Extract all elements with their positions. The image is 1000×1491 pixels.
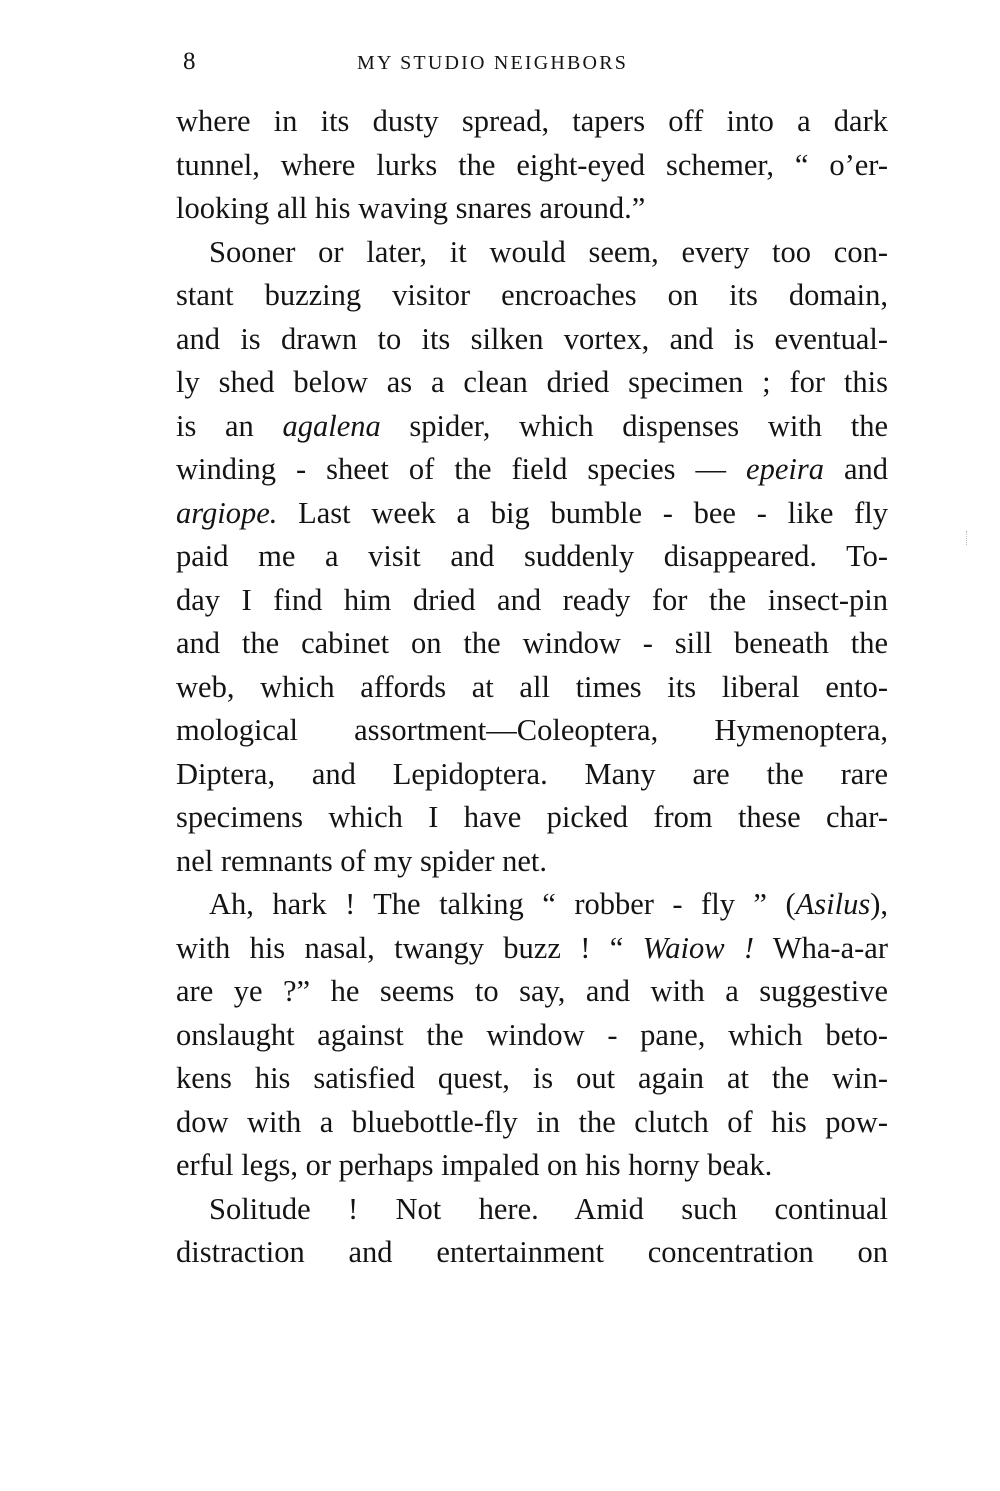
text-run: paid me a visit and suddenly disappeared. To- bbox=[176, 539, 888, 573]
text-line bbox=[176, 970, 888, 1014]
text-line bbox=[176, 1057, 888, 1101]
text-run: dow with a bluebottle-fly in the clutch of his pow- bbox=[176, 1104, 888, 1139]
text-line bbox=[176, 274, 888, 318]
text-run: ly shed below as a clean dried specimen ; for this bbox=[176, 365, 888, 399]
body-text bbox=[176, 100, 888, 1275]
text-line bbox=[176, 100, 888, 144]
text-run: Sooner or later, it would seem, every too con- bbox=[209, 234, 888, 269]
text-line bbox=[176, 144, 888, 188]
text-run: Wha-a-ar bbox=[754, 930, 888, 965]
text-run: with his nasal, twangy buzz ! “ bbox=[176, 930, 643, 965]
text-run: and the cabinet on the window - sill beneath the bbox=[176, 626, 888, 660]
text-line bbox=[176, 405, 888, 449]
text-run: stant buzzing visitor encroaches on its domain, bbox=[176, 278, 888, 312]
text-line bbox=[176, 1014, 888, 1058]
text-run: mological assortment—Coleoptera, Hymenoptera, bbox=[176, 713, 888, 747]
italic-text: argiope. bbox=[176, 495, 278, 530]
text-line bbox=[176, 709, 888, 753]
text-run: and is drawn to its silken vortex, and is eventual- bbox=[176, 321, 888, 356]
text-run: tunnel, where lurks the eight-eyed schemer, “ o’er- bbox=[176, 147, 888, 182]
italic-text: Waiow ! bbox=[642, 930, 755, 965]
text-run: is an bbox=[176, 408, 283, 443]
margin-speck bbox=[966, 531, 969, 545]
text-run: distraction and entertainment concentration on bbox=[176, 1235, 888, 1269]
text-run: and bbox=[823, 452, 889, 486]
text-line bbox=[176, 1188, 888, 1232]
text-run: nel remnants of my spider net. bbox=[176, 843, 547, 878]
text-line bbox=[176, 753, 888, 797]
text-line bbox=[176, 796, 888, 840]
italic-text: agalena bbox=[282, 408, 381, 443]
text-run: Diptera, and Lepidoptera. Many are the rare bbox=[176, 756, 888, 791]
text-run: Last week a big bumble - bee - like fly bbox=[277, 495, 888, 530]
text-run: onslaught against the window - pane, which beto- bbox=[176, 1017, 888, 1052]
text-run: are ye ?” he seems to say, and with a suggestive bbox=[176, 974, 888, 1008]
text-run: Ah, hark ! The talking “ robber - fly ” ( bbox=[209, 887, 796, 921]
text-line bbox=[176, 666, 888, 710]
text-run: looking all his waving snares around.” bbox=[176, 191, 646, 225]
text-run: day I find him dried and ready for the insect-pin bbox=[176, 582, 888, 617]
text-line bbox=[176, 361, 888, 405]
page-number: 8 bbox=[183, 48, 196, 75]
text-run: ), bbox=[870, 887, 888, 921]
text-line bbox=[176, 492, 888, 536]
text-line bbox=[176, 579, 888, 623]
text-run: specimens which I have picked from these char- bbox=[176, 800, 888, 834]
running-title: MY STUDIO NEIGHBORS bbox=[357, 52, 629, 74]
text-line bbox=[176, 622, 888, 666]
text-run: spider, which dispenses with the bbox=[380, 408, 888, 443]
text-line bbox=[176, 535, 888, 579]
text-run: Solitude ! Not here. Amid such continual bbox=[209, 1191, 888, 1226]
text-run: web, which affords at all times its liberal ento- bbox=[176, 669, 888, 704]
text-run: winding - sheet of the field species — bbox=[176, 452, 747, 486]
text-line bbox=[176, 187, 888, 231]
text-line bbox=[176, 1144, 888, 1188]
text-line bbox=[176, 231, 888, 275]
text-run: erful legs, or perhaps impaled on his horny beak. bbox=[176, 1148, 773, 1182]
text-line bbox=[176, 883, 888, 927]
text-line bbox=[176, 318, 888, 362]
text-line bbox=[176, 448, 888, 492]
text-run: kens his satisfied quest, is out again at the win- bbox=[176, 1061, 888, 1095]
text-line bbox=[176, 1231, 888, 1275]
text-line bbox=[176, 927, 888, 971]
text-run: where in its dusty spread, tapers off into a dark bbox=[176, 104, 888, 138]
text-line bbox=[176, 840, 888, 884]
italic-text: epeira bbox=[746, 452, 824, 486]
italic-text: Asilus bbox=[795, 887, 871, 921]
text-line bbox=[176, 1101, 888, 1145]
